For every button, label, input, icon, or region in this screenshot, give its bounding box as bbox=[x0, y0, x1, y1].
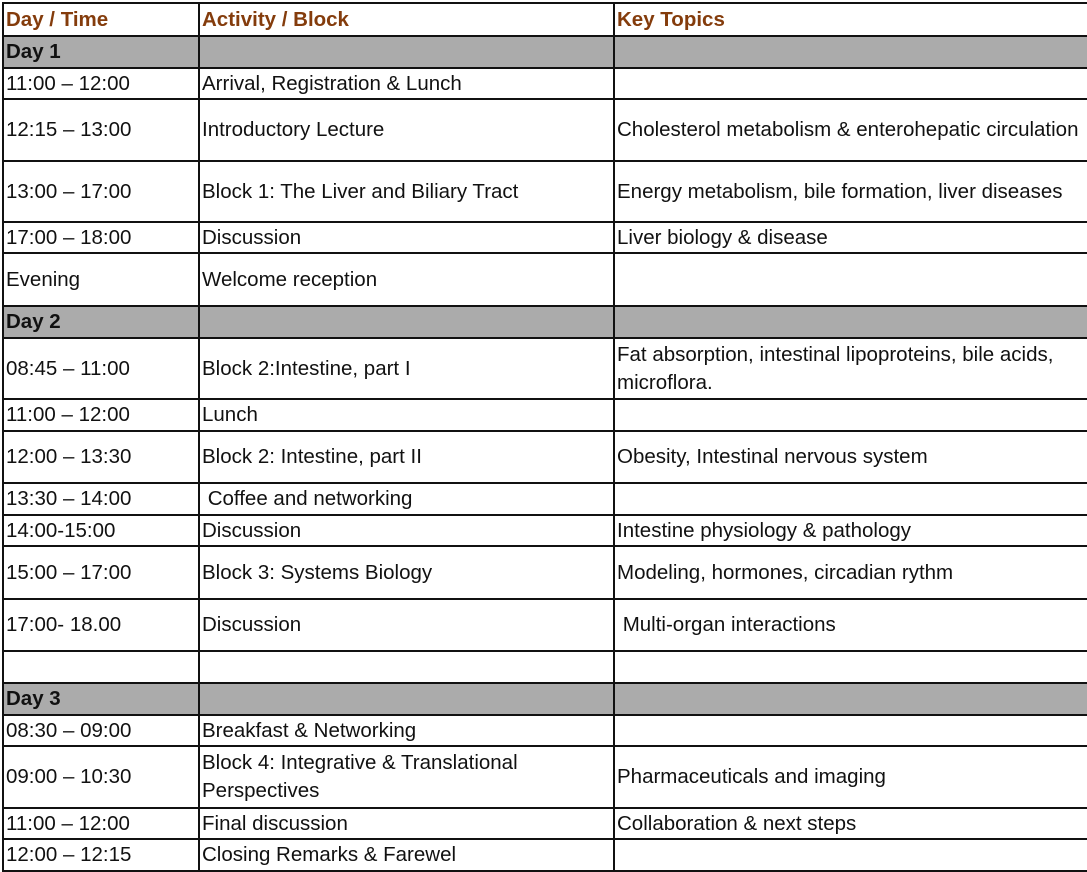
activity-cell bbox=[199, 683, 614, 715]
time-cell: 13:00 – 17:00 bbox=[3, 161, 199, 222]
activity-cell: Closing Remarks & Farewel bbox=[199, 839, 614, 871]
topics-cell: Obesity, Intestinal nervous system bbox=[614, 431, 1087, 483]
time-cell: 12:00 – 13:30 bbox=[3, 431, 199, 483]
activity-cell: Coffee and networking bbox=[199, 483, 614, 515]
activity-cell: Block 2: Intestine, part II bbox=[199, 431, 614, 483]
activity-cell: Final discussion bbox=[199, 808, 614, 839]
topics-cell: Pharmaceuticals and imaging bbox=[614, 746, 1087, 808]
topics-cell bbox=[614, 36, 1087, 68]
time-cell: Day 2 bbox=[3, 306, 199, 338]
activity-cell: Welcome reception bbox=[199, 253, 614, 306]
time-cell: 08:30 – 09:00 bbox=[3, 715, 199, 746]
activity-cell: Block 4: Integrative & Translational Perspectives bbox=[199, 746, 614, 808]
header-key-topics: Key Topics bbox=[614, 3, 1087, 36]
header-activity: Activity / Block bbox=[199, 3, 614, 36]
topics-cell bbox=[614, 683, 1087, 715]
time-cell: 13:30 – 14:00 bbox=[3, 483, 199, 515]
time-cell: 11:00 – 12:00 bbox=[3, 808, 199, 839]
table-row bbox=[3, 715, 1087, 746]
topics-cell bbox=[614, 306, 1087, 338]
time-cell: Day 3 bbox=[3, 683, 199, 715]
topics-cell bbox=[614, 715, 1087, 746]
table-row bbox=[3, 746, 1087, 808]
topics-cell: Energy metabolism, bile formation, liver diseases bbox=[614, 161, 1087, 222]
time-cell: 09:00 – 10:30 bbox=[3, 746, 199, 808]
activity-cell bbox=[199, 36, 614, 68]
topics-cell bbox=[614, 651, 1087, 683]
table-row bbox=[3, 253, 1087, 306]
topics-cell: Multi-organ interactions bbox=[614, 599, 1087, 651]
activity-cell: Block 3: Systems Biology bbox=[199, 546, 614, 599]
time-cell: 15:00 – 17:00 bbox=[3, 546, 199, 599]
table-row bbox=[3, 399, 1087, 431]
activity-cell: Arrival, Registration & Lunch bbox=[199, 68, 614, 99]
time-cell bbox=[3, 651, 199, 683]
activity-cell: Lunch bbox=[199, 399, 614, 431]
topics-cell bbox=[614, 253, 1087, 306]
activity-cell: Introductory Lecture bbox=[199, 99, 614, 161]
table-row bbox=[3, 651, 1087, 683]
table-row bbox=[3, 599, 1087, 651]
topics-cell: Intestine physiology & pathology bbox=[614, 515, 1087, 546]
time-cell: 11:00 – 12:00 bbox=[3, 68, 199, 99]
topics-cell bbox=[614, 839, 1087, 871]
time-cell: 14:00-15:00 bbox=[3, 515, 199, 546]
activity-cell: Block 1: The Liver and Biliary Tract bbox=[199, 161, 614, 222]
header-day-time: Day / Time bbox=[3, 3, 199, 36]
topics-cell: Cholesterol metabolism & enterohepatic circulation bbox=[614, 99, 1087, 161]
table-row bbox=[3, 161, 1087, 222]
activity-cell: Discussion bbox=[199, 599, 614, 651]
activity-cell bbox=[199, 306, 614, 338]
table-row bbox=[3, 808, 1087, 839]
time-cell: Day 1 bbox=[3, 36, 199, 68]
activity-cell: Discussion bbox=[199, 515, 614, 546]
activity-cell bbox=[199, 651, 614, 683]
time-cell: 17:00 – 18:00 bbox=[3, 222, 199, 253]
topics-cell bbox=[614, 483, 1087, 515]
table-row bbox=[3, 99, 1087, 161]
table-row bbox=[3, 68, 1087, 99]
topics-cell bbox=[614, 399, 1087, 431]
time-cell: 17:00- 18.00 bbox=[3, 599, 199, 651]
activity-cell: Breakfast & Networking bbox=[199, 715, 614, 746]
table-row bbox=[3, 338, 1087, 399]
table-row bbox=[3, 839, 1087, 871]
topics-cell: Modeling, hormones, circadian rythm bbox=[614, 546, 1087, 599]
topics-cell: Collaboration & next steps bbox=[614, 808, 1087, 839]
program-table bbox=[2, 2, 1087, 872]
activity-cell: Discussion bbox=[199, 222, 614, 253]
time-cell: 11:00 – 12:00 bbox=[3, 399, 199, 431]
time-cell: Evening bbox=[3, 253, 199, 306]
day-row bbox=[3, 36, 1087, 68]
topics-cell: Liver biology & disease bbox=[614, 222, 1087, 253]
activity-cell: Block 2:Intestine, part I bbox=[199, 338, 614, 399]
table-row bbox=[3, 222, 1087, 253]
header-row bbox=[3, 3, 1087, 36]
table-row bbox=[3, 546, 1087, 599]
table-row bbox=[3, 483, 1087, 515]
day-row bbox=[3, 306, 1087, 338]
topics-cell: Fat absorption, intestinal lipoproteins, bile acids, microflora. bbox=[614, 338, 1087, 399]
time-cell: 08:45 – 11:00 bbox=[3, 338, 199, 399]
topics-cell bbox=[614, 68, 1087, 99]
time-cell: 12:15 – 13:00 bbox=[3, 99, 199, 161]
table-row bbox=[3, 515, 1087, 546]
time-cell: 12:00 – 12:15 bbox=[3, 839, 199, 871]
table-row bbox=[3, 431, 1087, 483]
day-row bbox=[3, 683, 1087, 715]
